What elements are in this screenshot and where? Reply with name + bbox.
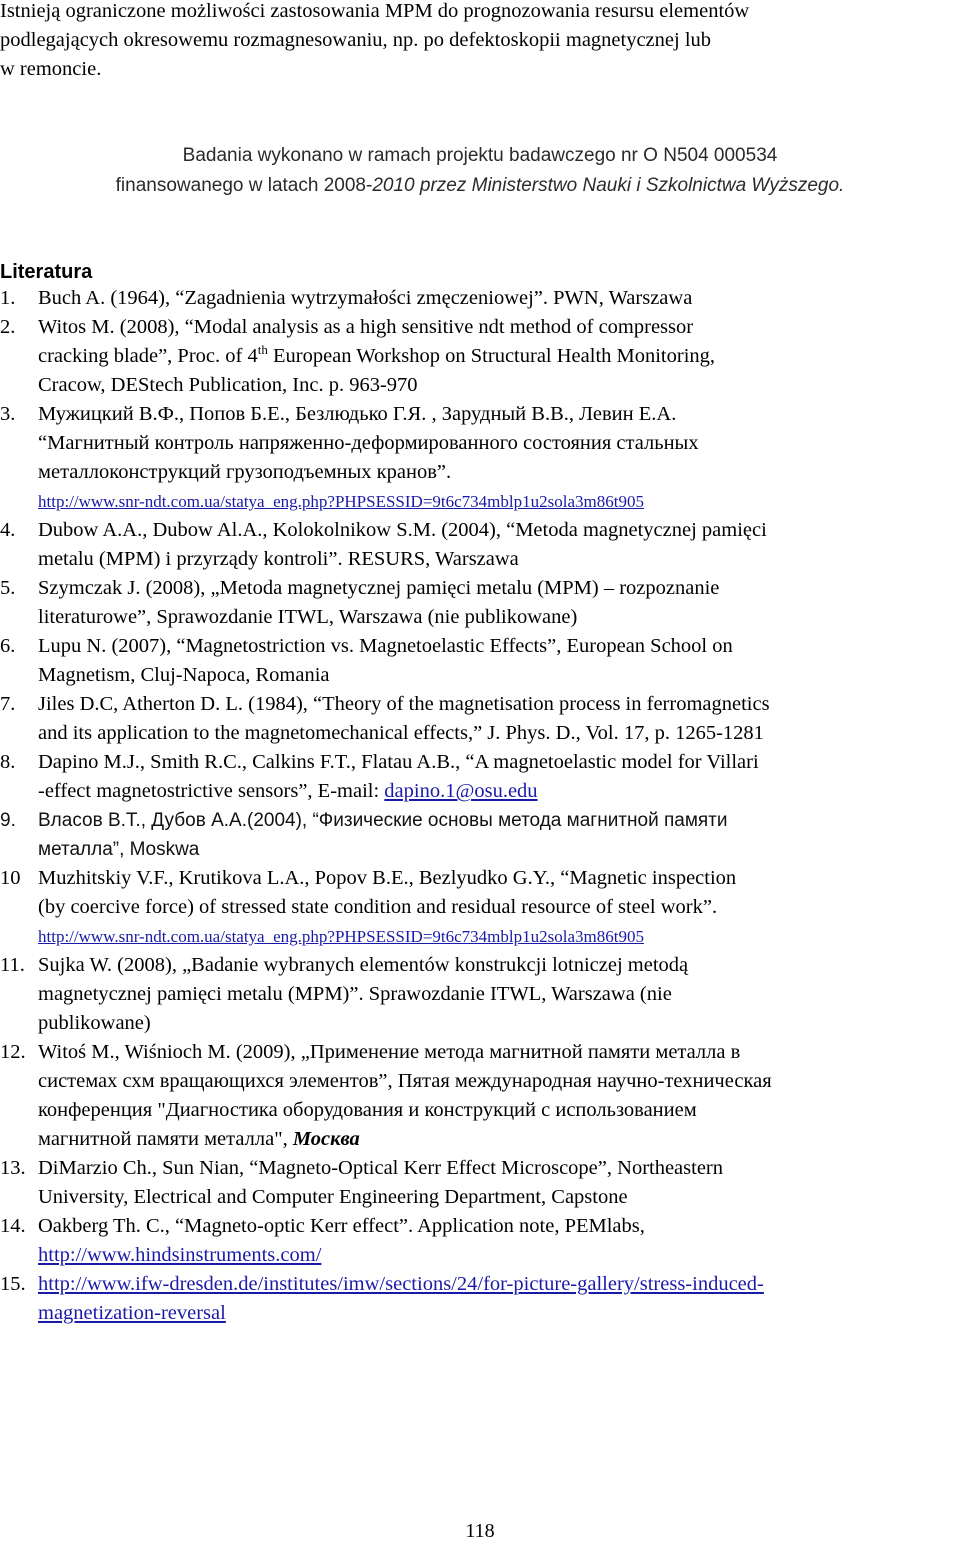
reference-line: металлоконструкций грузоподъемных кранов”. (38, 461, 452, 483)
reference-line: Magnetism, Cluj-Napoca, Romania (38, 664, 330, 686)
reference-fragment: cracking blade”, Proc. of 4 (38, 345, 258, 367)
reference-line (38, 342, 960, 371)
reference-line: Witoś M., Wiśnioch M. (2009), „Применение метода магнитной памяти металла в (38, 1041, 741, 1063)
reference-text (38, 632, 960, 690)
reference-text (38, 1270, 960, 1328)
reference-line: металла”, Moskwa (38, 839, 200, 860)
funding-text-italic: 2010 przez Ministerstwo Nauki i Szkolnictwa Wyższego. (372, 175, 845, 196)
reference-number: 8. (0, 751, 16, 773)
reference-text (38, 864, 960, 951)
reference-line: publikowane) (38, 1012, 151, 1034)
reference-fragment-bold-italic: Москва (292, 1128, 360, 1150)
reference-item (0, 574, 960, 632)
reference-item (0, 806, 960, 864)
reference-line: Szymczak J. (2008), „Metoda magnetycznej pamięci metalu (MPM) – rozpoznanie (38, 577, 720, 599)
reference-number: 12. (0, 1041, 26, 1063)
reference-line: системах схм вращающихся элементов”, Пятая международная научно-техническая (38, 1070, 772, 1092)
intro-line: Istnieją ograniczone możliwości zastosowania MPM do prognozowania resursu elementów (0, 0, 750, 22)
reference-number: 5. (0, 577, 16, 599)
reference-text (38, 951, 960, 1038)
reference-text (38, 1154, 960, 1212)
reference-line: конференция "Диагностика оборудования и конструкций с использованием (38, 1099, 697, 1121)
reference-link[interactable]: http://www.ifw-dresden.de/institutes/imw/sections/24/for-picture-gallery/stress-induced- (38, 1273, 764, 1295)
reference-number: 13. (0, 1157, 26, 1179)
reference-text (38, 313, 960, 400)
reference-link-line (38, 1270, 960, 1299)
reference-link[interactable]: http://www.snr-ndt.com.ua/statya_eng.php?PHPSESSID=9t6c734mblp1u2sola3m86t905 (38, 927, 644, 946)
reference-number: 10 (0, 867, 21, 889)
reference-line: and its application to the magnetomechanical effects,” J. Phys. D., Vol. 17, p. 1265-1281 (38, 722, 764, 744)
reference-number: 9. (0, 810, 16, 831)
reference-link-line (38, 487, 960, 516)
reference-link-line (38, 922, 960, 951)
reference-text (38, 574, 960, 632)
reference-line: Dapino M.J., Smith R.C., Calkins F.T., Flatau A.B., “A magnetoelastic model for Villari (38, 751, 759, 773)
reference-line: Jiles D.C, Atherton D. L. (1984), “Theory of the magnetisation process in ferromagnetics (38, 693, 770, 715)
reference-line: metalu (MPM) i przyrządy kontroli”. RESURS, Warszawa (38, 548, 519, 570)
reference-item (0, 632, 960, 690)
reference-item (0, 1212, 960, 1270)
reference-line (38, 777, 960, 806)
reference-item (0, 864, 960, 951)
funding-line: Badania wykonano w ramach projektu badawczego nr O N504 000534 (182, 145, 778, 166)
reference-line: University, Electrical and Computer Engineering Department, Capstone (38, 1186, 628, 1208)
reference-item (0, 1154, 960, 1212)
reference-number: 11. (0, 954, 25, 976)
reference-link-line (38, 1241, 960, 1270)
reference-text (38, 1212, 960, 1270)
reference-line: Buch A. (1964), “Zagadnienia wytrzymałości zmęczeniowej”. PWN, Warszawa (38, 287, 693, 309)
intro-line: w remoncie. (0, 58, 102, 80)
reference-number: 3. (0, 403, 16, 425)
reference-text (38, 1038, 960, 1154)
funding-line (0, 171, 960, 201)
funding-note (0, 141, 960, 201)
reference-line: Lupu N. (2007), “Magnetostriction vs. Magnetoelastic Effects”, European School on (38, 635, 733, 657)
reference-line: Witos M. (2008), “Modal analysis as a high sensitive ndt method of compressor (38, 316, 694, 338)
reference-number: 1. (0, 287, 16, 309)
reference-item (0, 748, 960, 806)
reference-link[interactable]: http://www.hindsinstruments.com/ (38, 1244, 322, 1266)
reference-number: 2. (0, 316, 16, 338)
reference-fragment: магнитной памяти металла", (38, 1128, 293, 1150)
reference-text (38, 690, 960, 748)
email-link[interactable]: dapino.1@osu.edu (384, 780, 538, 802)
reference-number: 14. (0, 1215, 26, 1237)
reference-link[interactable]: http://www.snr-ndt.com.ua/statya_eng.php?PHPSESSID=9t6c734mblp1u2sola3m86t905 (38, 492, 644, 511)
reference-item (0, 284, 960, 313)
reference-number: 15. (0, 1273, 26, 1295)
reference-item (0, 1270, 960, 1328)
reference-item (0, 951, 960, 1038)
reference-line: DiMarzio Ch., Sun Nian, “Magneto-Optical Kerr Effect Microscope”, Northeastern (38, 1157, 724, 1179)
reference-line: literaturowe”, Sprawozdanie ITWL, Warszawa (nie publikowane) (38, 606, 578, 628)
funding-text: finansowanego w latach 2008- (115, 175, 373, 196)
superscript: th (257, 342, 268, 358)
reference-text (38, 748, 960, 806)
reference-number: 7. (0, 693, 16, 715)
reference-list (0, 284, 960, 1328)
reference-line: Мужицкий В.Ф., Попов Б.Е., Безлюдько Г.Я. , Зарудный В.В., Левин Е.А. (38, 403, 677, 425)
reference-item (0, 1038, 960, 1154)
intro-paragraph (0, 0, 957, 84)
reference-line: Власов В.Т., Дубов А.А.(2004), “Физические основы метода магнитной памяти (38, 810, 728, 831)
literature-heading: Literatura (0, 261, 93, 283)
reference-link-line (38, 1299, 960, 1328)
reference-line (38, 1125, 960, 1154)
reference-text (38, 516, 960, 574)
reference-item (0, 516, 960, 574)
reference-link[interactable]: magnetization-reversal (38, 1302, 226, 1324)
reference-line: Sujka W. (2008), „Badanie wybranych elementów konstrukcji lotniczej metodą (38, 954, 689, 976)
reference-text (38, 284, 960, 313)
reference-text (38, 400, 960, 516)
reference-line: “Магнитный контроль напряженно-деформированного состояния стальных (38, 432, 699, 454)
reference-line: Oakberg Th. C., “Magneto-optic Kerr effect”. Application note, PEMlabs, (38, 1215, 645, 1237)
reference-line: magnetycznej pamięci metalu (MPM)”. Sprawozdanie ITWL, Warszawa (nie (38, 983, 672, 1005)
reference-text (38, 806, 960, 864)
intro-line: podlegających okresowemu rozmagnesowaniu, np. po defektoskopii magnetycznej lub (0, 29, 712, 51)
page-number: 118 (465, 1520, 495, 1542)
reference-number: 6. (0, 635, 16, 657)
reference-fragment: -effect magnetostrictive sensors”, E-mail: (38, 780, 385, 802)
reference-line: Muzhitskiy V.F., Krutikova L.A., Popov B.E., Bezlyudko G.Y., “Magnetic inspection (38, 867, 737, 889)
reference-line: Dubow A.A., Dubow Al.A., Kolokolnikow S.M. (2004), “Metoda magnetycznej pamięci (38, 519, 767, 541)
reference-item (0, 690, 960, 748)
reference-line: Cracow, DEStech Publication, Inc. p. 963-970 (38, 374, 418, 396)
reference-item (0, 313, 960, 400)
reference-item (0, 400, 960, 516)
reference-fragment: European Workshop on Structural Health Monitoring, (267, 345, 716, 367)
reference-line: (by coercive force) of stressed state condition and residual resource of steel work”. (38, 896, 718, 918)
reference-number: 4. (0, 519, 16, 541)
